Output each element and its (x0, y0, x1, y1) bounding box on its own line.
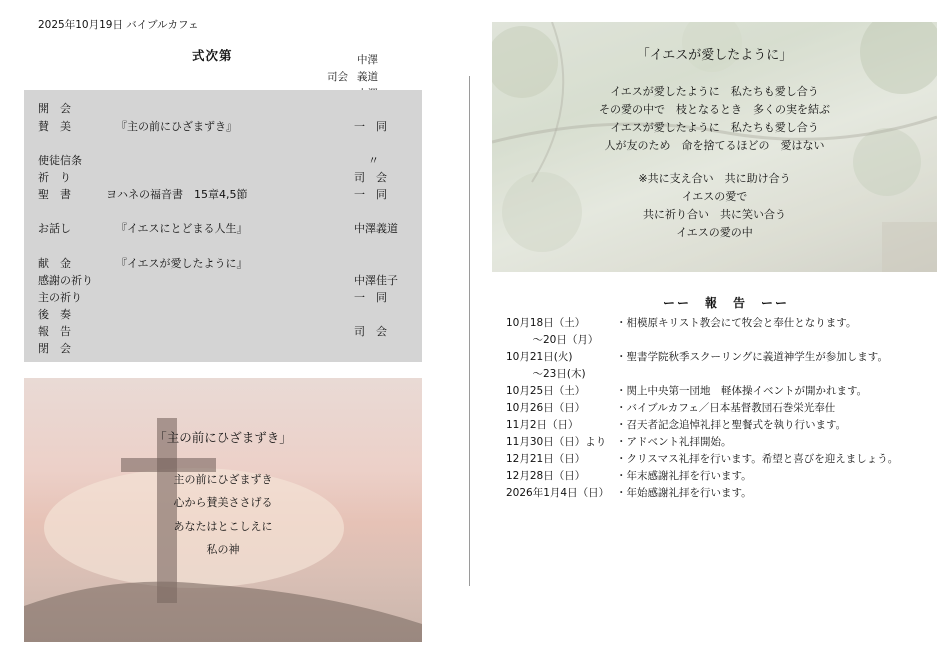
song-right-line: イエスが愛したように 私たちも愛し合う (610, 85, 819, 98)
cross-sunset-image (24, 378, 422, 642)
song-right-line: 人が友のため 命を捨てるほどの 愛はない (604, 139, 825, 152)
song-right-line: ※共に支え合い 共に助け合う (638, 172, 791, 185)
song-right-line: イエスの愛の中 (676, 226, 753, 239)
order-of-service-box (24, 90, 422, 362)
song-right-line: 共に祈り合い 共に笑い合う (643, 208, 786, 221)
order-row: 献 金 『イエスが愛したように』 (38, 257, 248, 270)
order-row: 閉 会 (38, 342, 71, 355)
order-of-service-title: 式次第 (192, 48, 233, 63)
song-left-line: 主の前にひざまずき (173, 473, 273, 486)
song-left-line: 私の神 (206, 543, 240, 556)
bulletin-date: 2025年10月19日 バイブルカフェ (38, 19, 199, 31)
role-presider: 司会中澤義道 (327, 54, 378, 83)
song-left-line: あなたはとこしえに (173, 520, 273, 533)
order-row: 報 告 司 会 (38, 325, 387, 338)
page-divider (469, 76, 470, 586)
order-row: 後 奏 (38, 308, 71, 321)
report-title: ーー 報 告 ーー (663, 296, 790, 310)
cross-hill-illustration (24, 378, 422, 642)
order-row: 祈 り 司 会 (38, 171, 387, 184)
song-right-line: イエスの愛で (681, 190, 748, 203)
order-row: 感謝の祈り 中澤佳子 (38, 274, 398, 287)
order-row: お話し 『イエスにとどまる人生』 中澤義道 (38, 222, 398, 235)
song-right-line: イエスが愛したように 私たちも愛し合う (610, 121, 819, 134)
vine-photo (492, 22, 937, 272)
order-row: 聖 書 ヨハネの福音書 15章4,5節 一 同 (38, 188, 387, 201)
song-left-line: 心から賛美ささげる (173, 496, 273, 509)
song-left-title: 「主の前にひざまずき」 (154, 430, 292, 445)
order-row: 主の祈り 一 同 (38, 291, 387, 304)
order-row: 賛 美 『主の前にひざまずき』 一 同 (38, 120, 387, 133)
order-row: 開 会 (38, 102, 71, 115)
song-right-line: その愛の中で 枝となるとき 多くの実を結ぶ (599, 103, 830, 116)
song-right-title: 「イエスが愛したように」 (636, 48, 793, 63)
order-row: 使徒信条 〃 (38, 154, 379, 167)
